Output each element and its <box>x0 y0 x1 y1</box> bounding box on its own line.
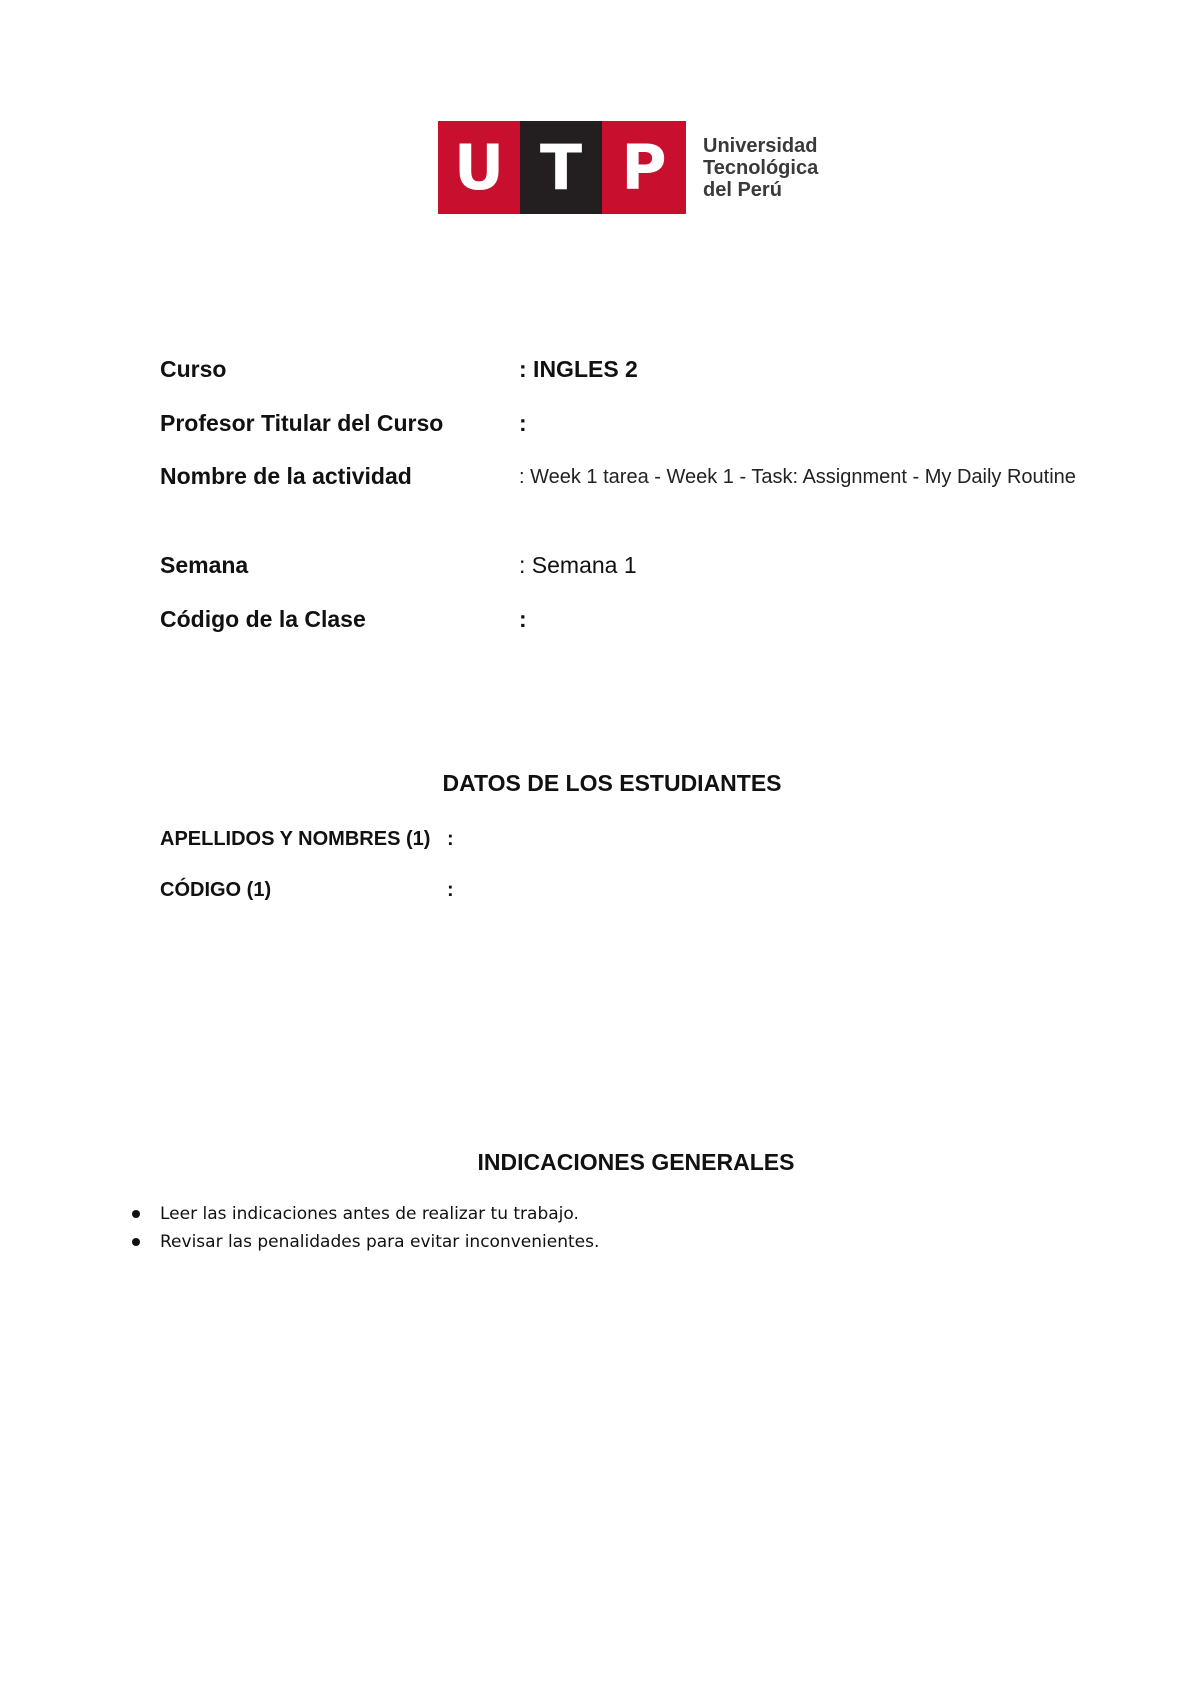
actividad-label: Nombre de la actividad <box>160 463 412 489</box>
logo-letter-p: P <box>602 121 686 214</box>
codigo-clase-value: : <box>519 606 527 632</box>
logo-text-line-2: Tecnológica <box>703 157 819 179</box>
student-name-label: APELLIDOS Y NOMBRES (1) <box>160 828 431 850</box>
utp-logo <box>438 121 818 214</box>
list-item-text: Revisar las penalidades para evitar inconvenientes. <box>160 1232 600 1252</box>
student-code-label: CÓDIGO (1) <box>160 879 272 901</box>
list-item <box>130 1200 599 1228</box>
student-code-colon: : <box>447 879 454 901</box>
actividad-value: : Week 1 tarea - Week 1 - Task: Assignment - My Daily Routine <box>519 466 1076 488</box>
logo-letter-u: U <box>438 121 520 214</box>
general-indications-title: INDICACIONES GENERALES <box>477 1149 795 1175</box>
student-name-colon: : <box>447 828 454 850</box>
semana-value: : Semana 1 <box>519 552 637 578</box>
curso-value: : INGLES 2 <box>519 356 638 382</box>
bullet-icon <box>132 1210 140 1218</box>
codigo-clase-label: Código de la Clase <box>160 606 366 632</box>
logo-letter-t: T <box>520 121 602 214</box>
profesor-label: Profesor Titular del Curso <box>160 410 444 436</box>
curso-label: Curso <box>160 356 227 382</box>
logo-university-name <box>703 135 818 214</box>
profesor-value: : <box>519 410 527 436</box>
students-title: DATOS DE LOS ESTUDIANTES <box>442 770 782 796</box>
semana-label: Semana <box>160 552 249 578</box>
list-item <box>130 1228 599 1256</box>
logo-text-line-1: Universidad <box>703 135 818 157</box>
logo-text-line-3: del Perú <box>703 179 782 201</box>
general-indications-list <box>130 1200 599 1256</box>
list-item-text: Leer las indicaciones antes de realizar tu trabajo. <box>160 1204 579 1224</box>
bullet-icon <box>132 1238 140 1246</box>
